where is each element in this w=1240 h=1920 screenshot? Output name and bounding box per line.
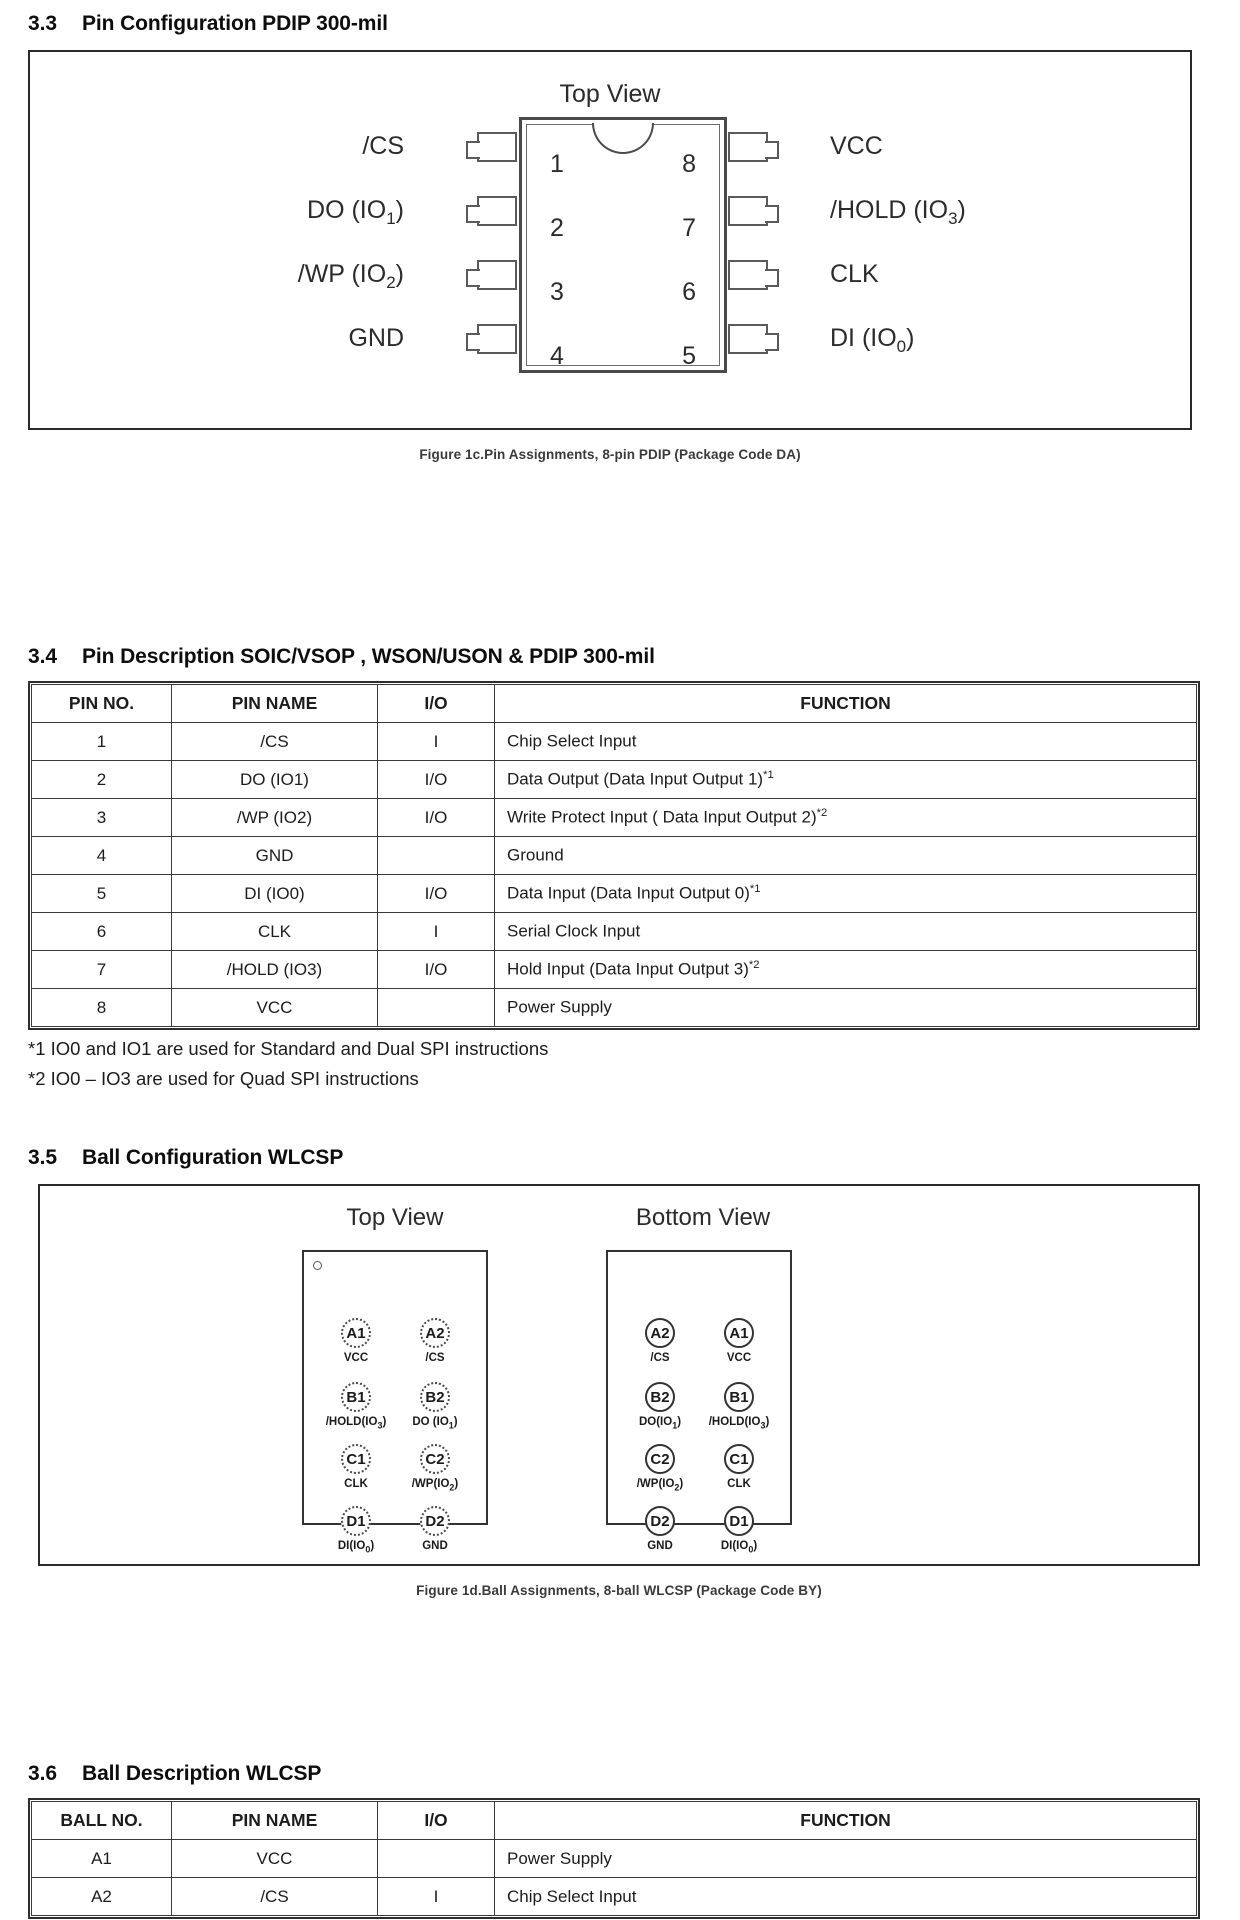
- section-title: Ball Configuration WLCSP: [82, 1146, 344, 1169]
- pin-description-table: [31, 684, 1197, 1027]
- section-heading-3-3: [28, 12, 1218, 36]
- function-text: Data Output (Data Input Output 1): [507, 769, 764, 789]
- ball-label-b1-bottom: $/HOLD(IO_3)$: [708, 1416, 770, 1431]
- table-header-row: [32, 1802, 1197, 1840]
- section-number: 3.3: [28, 12, 57, 35]
- table-header-row: [32, 685, 1197, 723]
- cell-io: I: [378, 723, 495, 761]
- cell-pin-no: 6: [32, 913, 172, 951]
- pin-label-tail: ): [395, 196, 404, 224]
- function-text: Chip Select Input: [507, 731, 637, 751]
- pin-label-di: [830, 324, 914, 357]
- section-number: 3.6: [28, 1762, 57, 1785]
- pin-number-6: 6: [682, 278, 696, 306]
- cell-pin-name: VCC: [172, 1840, 378, 1878]
- orientation-dot-icon: [313, 1261, 322, 1270]
- pin-label-clk: [830, 260, 879, 289]
- ball-label-d1-bottom: $DI(IO_0)$: [720, 1540, 758, 1555]
- pdip-figure-caption: Figure 1c.Pin Assignments, 8-pin PDIP (Package Code DA): [419, 447, 801, 462]
- table-row: [32, 875, 1197, 913]
- table-row: [32, 989, 1197, 1027]
- pin-label-vcc: [830, 132, 883, 161]
- pdip-lead-4: [477, 324, 517, 354]
- function-text: Serial Clock Input: [507, 921, 641, 941]
- pin-label-text: DI (IO: [830, 324, 897, 352]
- pin-description-table-wrap: [28, 681, 1200, 1030]
- pin-label-text: /CS: [362, 132, 404, 160]
- pdip-package-body: [519, 117, 727, 373]
- ball-a1-bottom: A1: [724, 1318, 754, 1348]
- cell-function: [495, 989, 1197, 1027]
- table-row: [32, 1840, 1197, 1878]
- cell-pin-name: VCC: [172, 989, 378, 1027]
- col-pin-name: PIN NAME: [172, 685, 378, 723]
- cell-io: I/O: [378, 799, 495, 837]
- wlcsp-figure-caption: Figure 1d.Ball Assignments, 8-ball WLCSP (Package Code BY): [416, 1583, 822, 1598]
- section-pin-description: [28, 645, 1218, 1090]
- cell-function: [495, 951, 1197, 989]
- pin-number-8: 8: [682, 150, 696, 178]
- pin-label-sub: 0: [896, 337, 907, 356]
- ball-label-b1: $/HOLD(IO_3)$: [325, 1416, 387, 1431]
- cell-ball-no: A1: [32, 1840, 172, 1878]
- cell-pin-name: DO (IO1): [172, 761, 378, 799]
- ball-a2-bottom: A2: [645, 1318, 675, 1348]
- table-row: [32, 951, 1197, 989]
- cell-io: [378, 837, 495, 875]
- pin-label-text: /HOLD (IO: [830, 196, 949, 224]
- col-function: FUNCTION: [495, 1802, 1197, 1840]
- cell-io: I: [378, 1878, 495, 1916]
- wlcsp-bottom-view-package: [606, 1250, 792, 1555]
- pin-label-tail: ): [395, 260, 404, 288]
- ball-c2-bottom: C2: [645, 1444, 675, 1474]
- cell-pin-name: /HOLD (IO3): [172, 951, 378, 989]
- ball-b2-bottom: B2: [645, 1382, 675, 1412]
- section-number: 3.4: [28, 645, 57, 668]
- section-title: Pin Configuration PDIP 300-mil: [82, 12, 388, 35]
- pdip-lead-2: [477, 196, 517, 226]
- cell-function: [495, 723, 1197, 761]
- ball-b1-bottom: B1: [724, 1382, 754, 1412]
- section-ball-description: [28, 1762, 1218, 1919]
- table-row: [32, 799, 1197, 837]
- cell-function: [495, 837, 1197, 875]
- function-note: *1: [749, 883, 761, 896]
- wlcsp-top-view-package: [302, 1250, 488, 1555]
- ball-label-c1-bottom: CLK: [727, 1478, 751, 1490]
- pin-label-tail: ): [906, 324, 915, 352]
- ball-b1: B1: [341, 1382, 371, 1412]
- pdip-lead-7: [728, 196, 768, 226]
- wlcsp-bottom-view-label: Bottom View: [635, 1204, 771, 1231]
- ball-description-table: [31, 1801, 1197, 1916]
- pin-number-1: 1: [550, 150, 564, 178]
- ball-label-d2-bottom: GND: [647, 1540, 673, 1552]
- pin-label-do: [307, 196, 404, 229]
- pdip-drawing: [30, 52, 1190, 407]
- wlcsp-drawing: [40, 1186, 1198, 1562]
- pin-number-5: 5: [682, 342, 696, 370]
- pdip-lead-3: [477, 260, 517, 290]
- section-heading-3-5: [28, 1146, 1218, 1170]
- cell-io: [378, 1840, 495, 1878]
- cell-pin-name: GND: [172, 837, 378, 875]
- cell-function: [495, 761, 1197, 799]
- pin-label-gnd: [348, 324, 404, 353]
- function-text: Write Protect Input ( Data Input Output 2): [507, 807, 817, 827]
- cell-pin-name: /WP (IO2): [172, 799, 378, 837]
- ball-c2: C2: [420, 1444, 450, 1474]
- col-pin-no: PIN NO.: [32, 685, 172, 723]
- pin-label-text: DO (IO: [307, 196, 387, 224]
- cell-function: [495, 875, 1197, 913]
- ball-label-d2: GND: [422, 1540, 448, 1552]
- ball-label-a2-bottom: /CS: [650, 1352, 670, 1364]
- cell-io: [378, 989, 495, 1027]
- pin-label-text: /WP (IO: [297, 260, 387, 288]
- function-note: *1: [763, 769, 774, 782]
- cell-pin-no: 2: [32, 761, 172, 799]
- ball-label-a1-bottom: VCC: [726, 1352, 752, 1364]
- pin-label-sub: 3: [948, 209, 958, 228]
- ball-description-table-wrap: [28, 1798, 1200, 1919]
- cell-io: I/O: [378, 875, 495, 913]
- ball-d1-bottom: D1: [724, 1506, 754, 1536]
- table-row: [32, 837, 1197, 875]
- cell-pin-name: /CS: [172, 723, 378, 761]
- cell-pin-no: 1: [32, 723, 172, 761]
- cell-function: [495, 913, 1197, 951]
- ball-label-c2: $/WP(IO_2)$: [411, 1478, 459, 1493]
- cell-function: [495, 799, 1197, 837]
- pin-label-hold: [830, 196, 966, 229]
- pdip-figure-box: [28, 50, 1192, 430]
- function-text: Ground: [507, 845, 564, 865]
- cell-pin-no: 3: [32, 799, 172, 837]
- cell-function: Power Supply: [495, 1840, 1197, 1878]
- cell-pin-no: 5: [32, 875, 172, 913]
- ball-label-d1: $DI(IO_0)$: [337, 1540, 375, 1555]
- section-number: 3.5: [28, 1146, 57, 1169]
- function-note: *2: [748, 959, 760, 972]
- cell-ball-no: A2: [32, 1878, 172, 1916]
- function-text: Data Input (Data Input Output 0): [507, 883, 750, 903]
- table-row: [32, 761, 1197, 799]
- col-io: I/O: [378, 1802, 495, 1840]
- section-heading-3-4: [28, 645, 1218, 669]
- ball-b2: B2: [420, 1382, 450, 1412]
- footnote-1: *1 IO0 and IO1 are used for Standard and Dual SPI instructions: [28, 1038, 549, 1059]
- section-heading-3-6: [28, 1762, 1218, 1786]
- pdip-lead-6: [728, 260, 768, 290]
- pdip-lead-1: [477, 132, 517, 162]
- cell-pin-no: 8: [32, 989, 172, 1027]
- pin-number-4: 4: [550, 342, 564, 370]
- pin-number-2: 2: [550, 214, 564, 242]
- cell-function: Chip Select Input: [495, 1878, 1197, 1916]
- ball-label-b2: DO $(IO_1)$: [412, 1416, 458, 1431]
- function-text: Power Supply: [507, 997, 612, 1017]
- ball-d1: D1: [341, 1506, 371, 1536]
- ball-d2-bottom: D2: [645, 1506, 675, 1536]
- pin-label-tail: ): [957, 196, 966, 224]
- pdip-lead-5: [728, 324, 768, 354]
- pin-label-wp: [298, 260, 404, 293]
- section-title: Ball Description WLCSP: [82, 1762, 322, 1785]
- pin-description-table-body: [32, 723, 1197, 1027]
- ball-a2: A2: [420, 1318, 450, 1348]
- cell-pin-name: DI (IO0): [172, 875, 378, 913]
- wlcsp-top-view-label: Top View: [346, 1204, 444, 1231]
- cell-pin-no: 4: [32, 837, 172, 875]
- pdip-top-view-label: Top View: [559, 80, 661, 108]
- ball-d2: D2: [420, 1506, 450, 1536]
- cell-pin-name: CLK: [172, 913, 378, 951]
- col-io: I/O: [378, 685, 495, 723]
- pin-number-7: 7: [682, 214, 696, 242]
- col-ball-no: BALL NO.: [32, 1802, 172, 1840]
- table-row: [32, 723, 1197, 761]
- cell-io: I: [378, 913, 495, 951]
- col-function: FUNCTION: [495, 685, 1197, 723]
- section-title: Pin Description SOIC/VSOP , WSON/USON & PDIP 300-mil: [82, 645, 655, 668]
- ball-label-c1: CLK: [344, 1478, 368, 1490]
- ball-c1: C1: [341, 1444, 371, 1474]
- cell-pin-no: 7: [32, 951, 172, 989]
- ball-description-table-body: [32, 1840, 1197, 1916]
- pin-label-text: CLK: [830, 260, 879, 288]
- cell-pin-name: /CS: [172, 1878, 378, 1916]
- pdip-lead-8: [728, 132, 768, 162]
- pin-label-cs: [362, 132, 404, 161]
- footnote-2: *2 IO0 – IO3 are used for Quad SPI instructions: [28, 1068, 419, 1089]
- ball-label-a2: /CS: [425, 1352, 445, 1364]
- cell-io: I/O: [378, 761, 495, 799]
- section-ball-configuration: [28, 1146, 1218, 1598]
- col-pin-name: PIN NAME: [172, 1802, 378, 1840]
- pin-label-sub: 1: [386, 209, 396, 228]
- table-row: [32, 913, 1197, 951]
- pin-label-text: VCC: [830, 132, 883, 160]
- function-text: Hold Input (Data Input Output 3): [507, 959, 749, 979]
- ball-a1: A1: [341, 1318, 371, 1348]
- wlcsp-figure-box: [38, 1184, 1200, 1566]
- pdip-notch-icon: [592, 123, 654, 154]
- ball-label-a1: VCC: [343, 1352, 369, 1364]
- table-row: [32, 1878, 1197, 1916]
- ball-label-b2-bottom: $DO(IO_1)$: [638, 1416, 682, 1431]
- pin-label-text: GND: [348, 324, 404, 352]
- section-pin-configuration: [28, 12, 1218, 462]
- ball-label-c2-bottom: $/WP(IO_2)$: [636, 1478, 684, 1493]
- pin-label-sub: 2: [386, 273, 396, 292]
- pin-number-3: 3: [550, 278, 564, 306]
- function-note: *2: [816, 807, 828, 820]
- ball-c1-bottom: C1: [724, 1444, 754, 1474]
- cell-io: I/O: [378, 951, 495, 989]
